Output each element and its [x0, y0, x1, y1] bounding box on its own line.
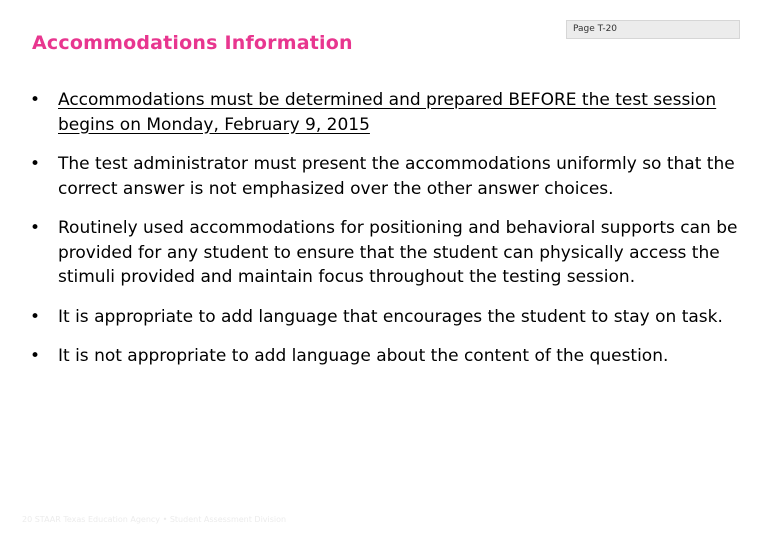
bullet-text: Routinely used accommodations for positioning and behavioral supports can be provided for any student to ensure that the student can physically access the stimuli provided and maintain focus throughout the testing session.	[58, 218, 738, 287]
bullet-list	[30, 88, 750, 384]
bullet-text: The test administrator must present the accommodations uniformly so that the correct answer is not emphasized over the other answer choices.	[58, 154, 735, 199]
bullet-marker: •	[30, 154, 41, 174]
bullet-text: It is appropriate to add language that encourages the student to stay on task.	[58, 306, 723, 327]
footer-text: 20 STAAR Texas Education Agency • Student Assessment Division	[22, 515, 287, 524]
bullet-text: Accommodations must be determined and prepared BEFORE the test session begins on Monday, February 9, 2015	[58, 90, 717, 135]
bullet-marker: •	[30, 306, 41, 327]
bullet-item	[30, 305, 750, 330]
bullet-item	[30, 152, 750, 201]
bullet-text: It is not appropriate to add language about the content of the question.	[58, 346, 669, 366]
bullet-item	[30, 216, 750, 290]
page-number-label: Page T-20	[573, 24, 618, 34]
bullet-marker: •	[30, 218, 41, 238]
page-number-box	[566, 20, 740, 39]
page-title: Accommodations Information	[32, 32, 353, 54]
bullet-item	[30, 88, 750, 137]
bullet-marker: •	[30, 346, 41, 366]
bullet-marker: •	[30, 90, 41, 110]
bullet-item	[30, 344, 750, 369]
